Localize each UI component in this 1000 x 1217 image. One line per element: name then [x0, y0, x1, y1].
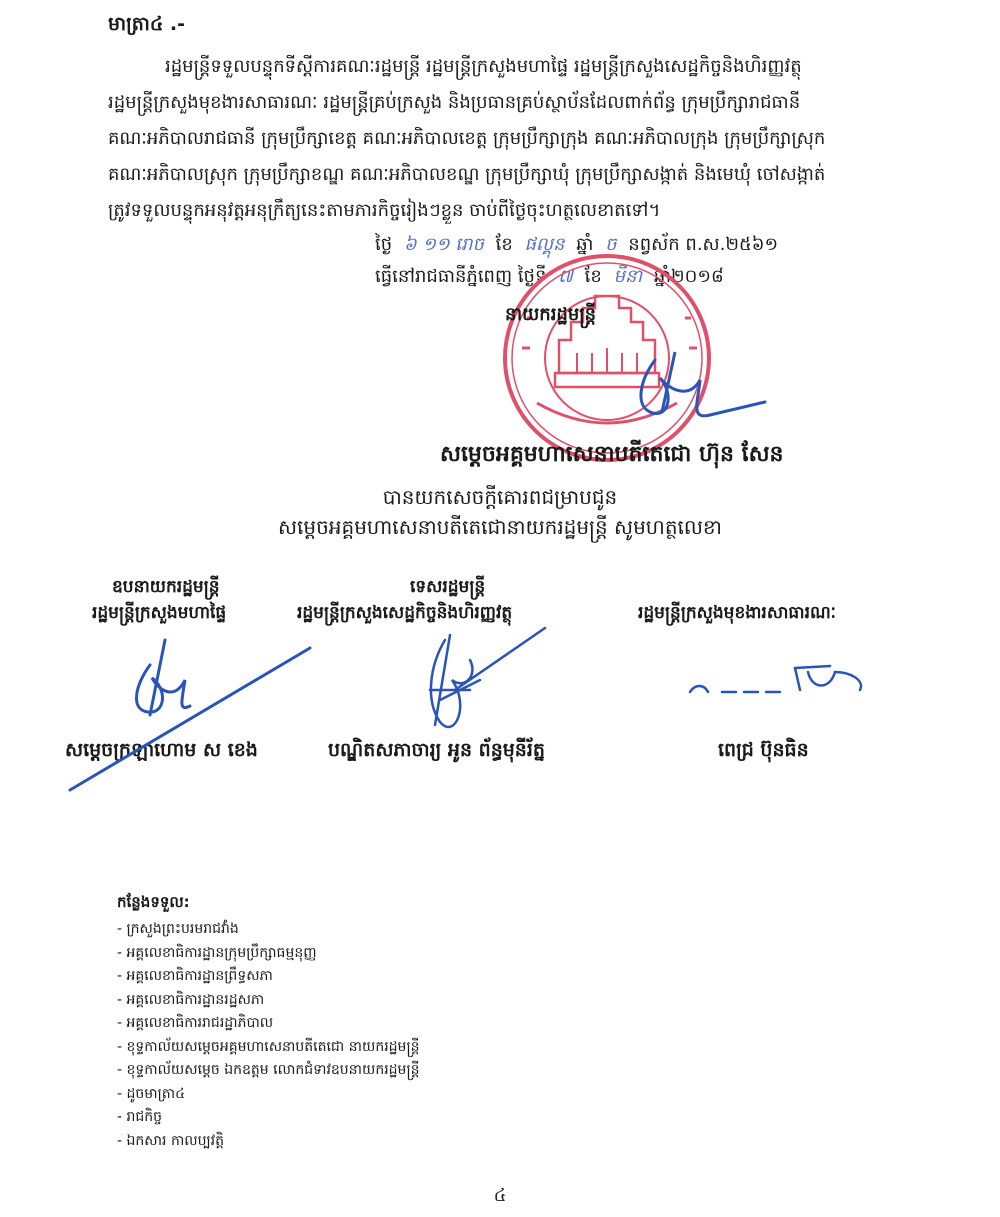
lunar-date-prefix: ថ្ងៃ: [375, 234, 393, 255]
recipients-title: កន្លែងទទួល:: [117, 893, 190, 911]
recipient-item: - អគ្គលេខាធិការដ្ឋានរដ្ឋសភា: [117, 991, 265, 1008]
signatory-2-role: រដ្ឋមន្ត្រីក្រសួងសេដ្ឋកិច្ចនិងហិរញ្ញវត្ថុ: [297, 603, 513, 623]
lunar-year-label: ឆ្នាំ: [576, 234, 594, 255]
recipient-item: - ឯកសារ កាលប្បវត្តិ: [117, 1132, 224, 1149]
submission-line-1: បានយកសេចក្តីគោរពជម្រាបជូន: [382, 485, 618, 509]
solar-date-line: [375, 264, 724, 291]
lunar-month-label: ខែ: [495, 234, 513, 255]
recipient-item: - ខុទ្ទកាល័យសម្តេច ឯកឧត្តម លោកជំទាវឧបនាយករដ្ឋមន្ត្រី: [117, 1062, 420, 1078]
signatory-2-title: ទេសរដ្ឋមន្ត្រី: [410, 577, 486, 597]
submission-line-2: សម្តេចអគ្គមហាសេនាបតីតេជោនាយករដ្ឋមន្ត្រី សូមហត្ថលេខា: [278, 515, 722, 539]
recipient-item: - អគ្គលេខាធិការដ្ឋានក្រុមប្រឹក្សាធម្មនុញ្ញ: [117, 944, 317, 961]
signature-2: [430, 628, 545, 727]
page-number: ៤: [493, 1185, 507, 1206]
article-line-5: ត្រូវទទួលបន្ទុកអនុវត្តអនុក្រឹត្យនេះតាមភារកិច្ចរៀងៗខ្លួន ចាប់ពីថ្ងៃចុះហត្ថលេខាតទៅ។: [108, 200, 661, 221]
signatory-1-name: សម្តេចក្រឡាហោម ស ខេង: [65, 739, 258, 761]
recipient-item: - ដូចមាត្រា៤: [117, 1085, 186, 1102]
article-line-4: គណៈអភិបាលស្រុក ក្រុមប្រឹក្សាខណ្ឌ គណៈអភិបាលខណ្ឌ ក្រុមប្រឹក្សាឃុំ ក្រុមប្រឹក្សាសង្កាត់ និងមេឃុំ ចៅសង្កាត់: [108, 164, 826, 185]
year-text: ឆ្នាំ២០១៨: [653, 266, 724, 287]
era-text: នព្វស័ក ព.ស.២៥៦១: [628, 234, 779, 255]
prime-minister-title: នាយករដ្ឋមន្ត្រី: [505, 304, 597, 325]
article-line-3: គណៈអភិបាលរាជធានី ក្រុមប្រឹក្សាខេត្ត គណៈអភិបាលខេត្ត ក្រុមប្រឹក្សាក្រុង គណៈអភិបាលក្រុង ក្រុមប្រឹក្សាស្រុក: [108, 128, 826, 149]
lunar-date-line: [375, 232, 778, 259]
recipient-item: - អគ្គលេខាធិការដ្ឋានព្រឹទ្ធសភា: [117, 968, 273, 984]
month-label: ខែ: [584, 266, 602, 287]
article-line-1: រដ្ឋមន្ត្រីទទួលបន្ទុកទីស្តីការគណៈរដ្ឋមន្ត្រី រដ្ឋមន្ត្រីក្រសួងមហាផ្ទៃ រដ្ឋមន្ត្រីក្រសួងសេដ្ឋកិច្ចនិងហិរញ្ញវត្ថុ: [165, 56, 802, 77]
animal-year-handwritten: ច: [605, 234, 617, 255]
place-prefix: ធ្វើនៅរាជធានីភ្នំពេញ ថ្ងៃទី: [375, 266, 547, 287]
article-line-2: រដ្ឋមន្ត្រីក្រសួងមុខងារសាធារណៈ រដ្ឋមន្ត្រីគ្រប់ក្រសួង និងប្រធានគ្រប់ស្ថាប័នដែលពាក់ព័ន្ធ ក្រុមប្រឹក្សារាជធានី: [108, 92, 801, 113]
recipient-item: - ខុទ្ទកាល័យសម្តេចអគ្គមហាសេនាបតីតេជោ នាយករដ្ឋមន្ត្រី: [117, 1038, 420, 1055]
article-heading: មាត្រា៤ .-: [108, 13, 186, 35]
signatory-1-title: ឧបនាយករដ្ឋមន្ត្រី: [112, 577, 220, 597]
recipients-list: [117, 918, 420, 1153]
signatory-3-role: រដ្ឋមន្ត្រីក្រសួងមុខងារសាធារណៈ: [638, 603, 836, 623]
signature-3: [690, 666, 861, 692]
lunar-day-handwritten: ៦ ១១ រោច: [403, 234, 484, 255]
signatory-1-role: រដ្ឋមន្ត្រីក្រសួងមហាផ្ទៃ: [92, 603, 227, 623]
signatory-2-name: បណ្ឌិតសភាចារ្យ អូន ព័ន្ធមុនីរ័ត្ន: [328, 739, 545, 761]
recipient-item: - រាជកិច្ច: [117, 1109, 163, 1125]
recipient-item: - អគ្គលេខាធិការរាជរដ្ឋាភិបាល: [117, 1015, 274, 1031]
lunar-month-handwritten: ផល្គុន: [524, 234, 565, 255]
day-handwritten: ៧: [558, 266, 573, 287]
month-handwritten: មីនា: [613, 266, 643, 287]
prime-minister-name: សម្តេចអគ្គមហាសេនាបតីតេជោ ហ៊ុន សែន: [440, 442, 784, 467]
signatory-3-name: ពេជ្រ ប៊ុនធិន: [718, 739, 809, 761]
recipient-item: - ក្រសួងព្រះបរមរាជវាំង: [117, 921, 239, 937]
signature-1: [70, 640, 310, 790]
